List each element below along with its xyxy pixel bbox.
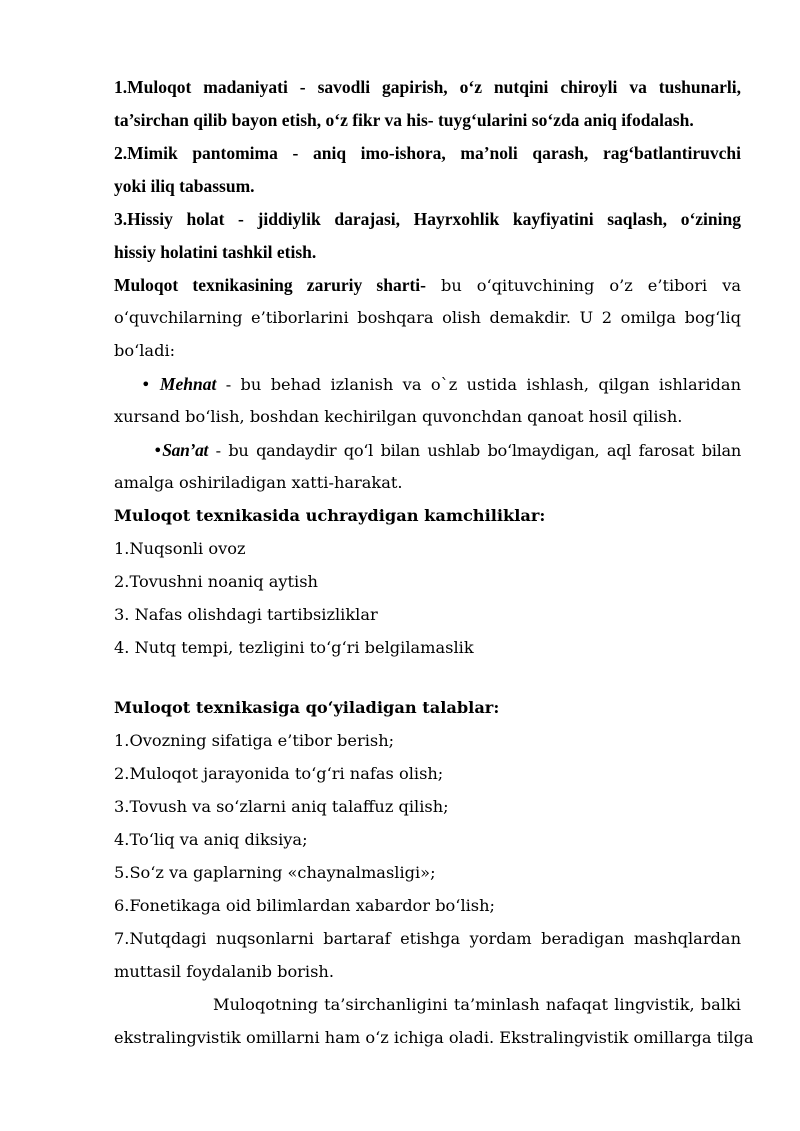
requirements-item: 6.Fonetikaga oid bilimlardan xabardor bo‘lish; bbox=[114, 896, 495, 915]
shortcomings-heading: Muloqot texnikasida uchraydigan kamchiliklar: bbox=[114, 506, 546, 525]
shortcomings-item: 2.Tovushni noaniq aytish bbox=[114, 572, 318, 591]
condition-paragraph-line-3: bo‘ladi: bbox=[114, 341, 176, 360]
mehnat-line-2: xursand bo‘lish, boshdan kechirilgan quvonchdan qanoat hosil qilish. bbox=[114, 407, 683, 426]
sanat-term: San’at bbox=[162, 440, 209, 460]
shortcomings-item: 1.Nuqsonli ovoz bbox=[114, 539, 246, 558]
closing-paragraph-line-2: ekstralingvistik omillarni ham o‘z ichiga oladi. Ekstralingvistik omillarga tilga bbox=[114, 1028, 754, 1047]
requirements-item: 5.So‘z va gaplarning «chaynalmasligi»; bbox=[114, 863, 436, 882]
intro-item-2-line-1: 2.Mimik pantomima - aniq imo-ishora, ma’noli qarash, ragʻbatlantiruvchi bbox=[114, 143, 741, 163]
requirements-item: 1.Ovozning sifatiga e’tibor berish; bbox=[114, 731, 395, 750]
closing-paragraph-line-1: Muloqotning ta’sirchanligini ta’minlash nafaqat lingvistik, balki bbox=[213, 995, 741, 1014]
mehnat-bullet: • bbox=[141, 375, 160, 394]
requirements-item-7-line-2: muttasil foydalanib borish. bbox=[114, 962, 334, 981]
intro-item-3-line-2: hissiy holatini tashkil etish. bbox=[114, 242, 317, 262]
sanat-line-1 bbox=[153, 439, 741, 461]
condition-paragraph-line-1 bbox=[114, 274, 741, 296]
intro-item-2-line-2: yoki iliq tabassum. bbox=[114, 176, 255, 196]
requirements-item: 2.Muloqot jarayonida to‘g‘ri nafas olish; bbox=[114, 764, 444, 783]
mehnat-term: Mehnat bbox=[159, 374, 217, 394]
mehnat-line-1 bbox=[141, 373, 741, 395]
intro-item-1-line-2: ta’sirchan qilib bayon etish, oʻz fikr va his- tuygʻularini soʻzda aniq ifodalash. bbox=[114, 110, 694, 130]
condition-line-1-rest: bu o‘qituvchining o’z e’tibori va bbox=[426, 276, 741, 295]
sanat-bullet: • bbox=[153, 441, 163, 460]
sanat-line-1-rest: - bu qandaydir qo‘l bilan ushlab bo‘lmaydigan, aql farosat bilan bbox=[208, 441, 741, 460]
requirements-item: 4.To‘liq va aniq diksiya; bbox=[114, 830, 308, 849]
condition-heading: Muloqot texnikasining zaruriy sharti- bbox=[114, 275, 426, 295]
intro-item-1-line-1: 1.Muloqot madaniyati - savodli gapirish, oʻz nutqini chiroyli va tushunarli, bbox=[114, 77, 741, 97]
condition-paragraph-line-2: o‘quvchilarning e’tiborlarini boshqara olish demakdir. U 2 omilga bog‘liq bbox=[114, 308, 741, 327]
requirements-item-7-line-1: 7.Nutqdagi nuqsonlarni bartaraf etishga yordam beradigan mashqlardan bbox=[114, 929, 741, 948]
requirements-heading: Muloqot texnikasiga qo‘yiladigan talablar: bbox=[114, 698, 500, 717]
shortcomings-item: 3. Nafas olishdagi tartibsizliklar bbox=[114, 605, 378, 624]
shortcomings-item: 4. Nutq tempi, tezligini to‘g‘ri belgilamaslik bbox=[114, 638, 474, 657]
mehnat-line-1-rest: - bu behad izlanish va o`z ustida ishlash, qilgan ishlaridan bbox=[216, 375, 741, 394]
intro-item-3-line-1: 3.Hissiy holat - jiddiylik darajasi, Hayrxohlik kayfiyatini saqlash, oʻzining bbox=[114, 209, 741, 229]
requirements-item: 3.Tovush va so‘zlarni aniq talaffuz qilish; bbox=[114, 797, 449, 816]
sanat-line-2: amalga oshiriladigan xatti-harakat. bbox=[114, 473, 403, 492]
